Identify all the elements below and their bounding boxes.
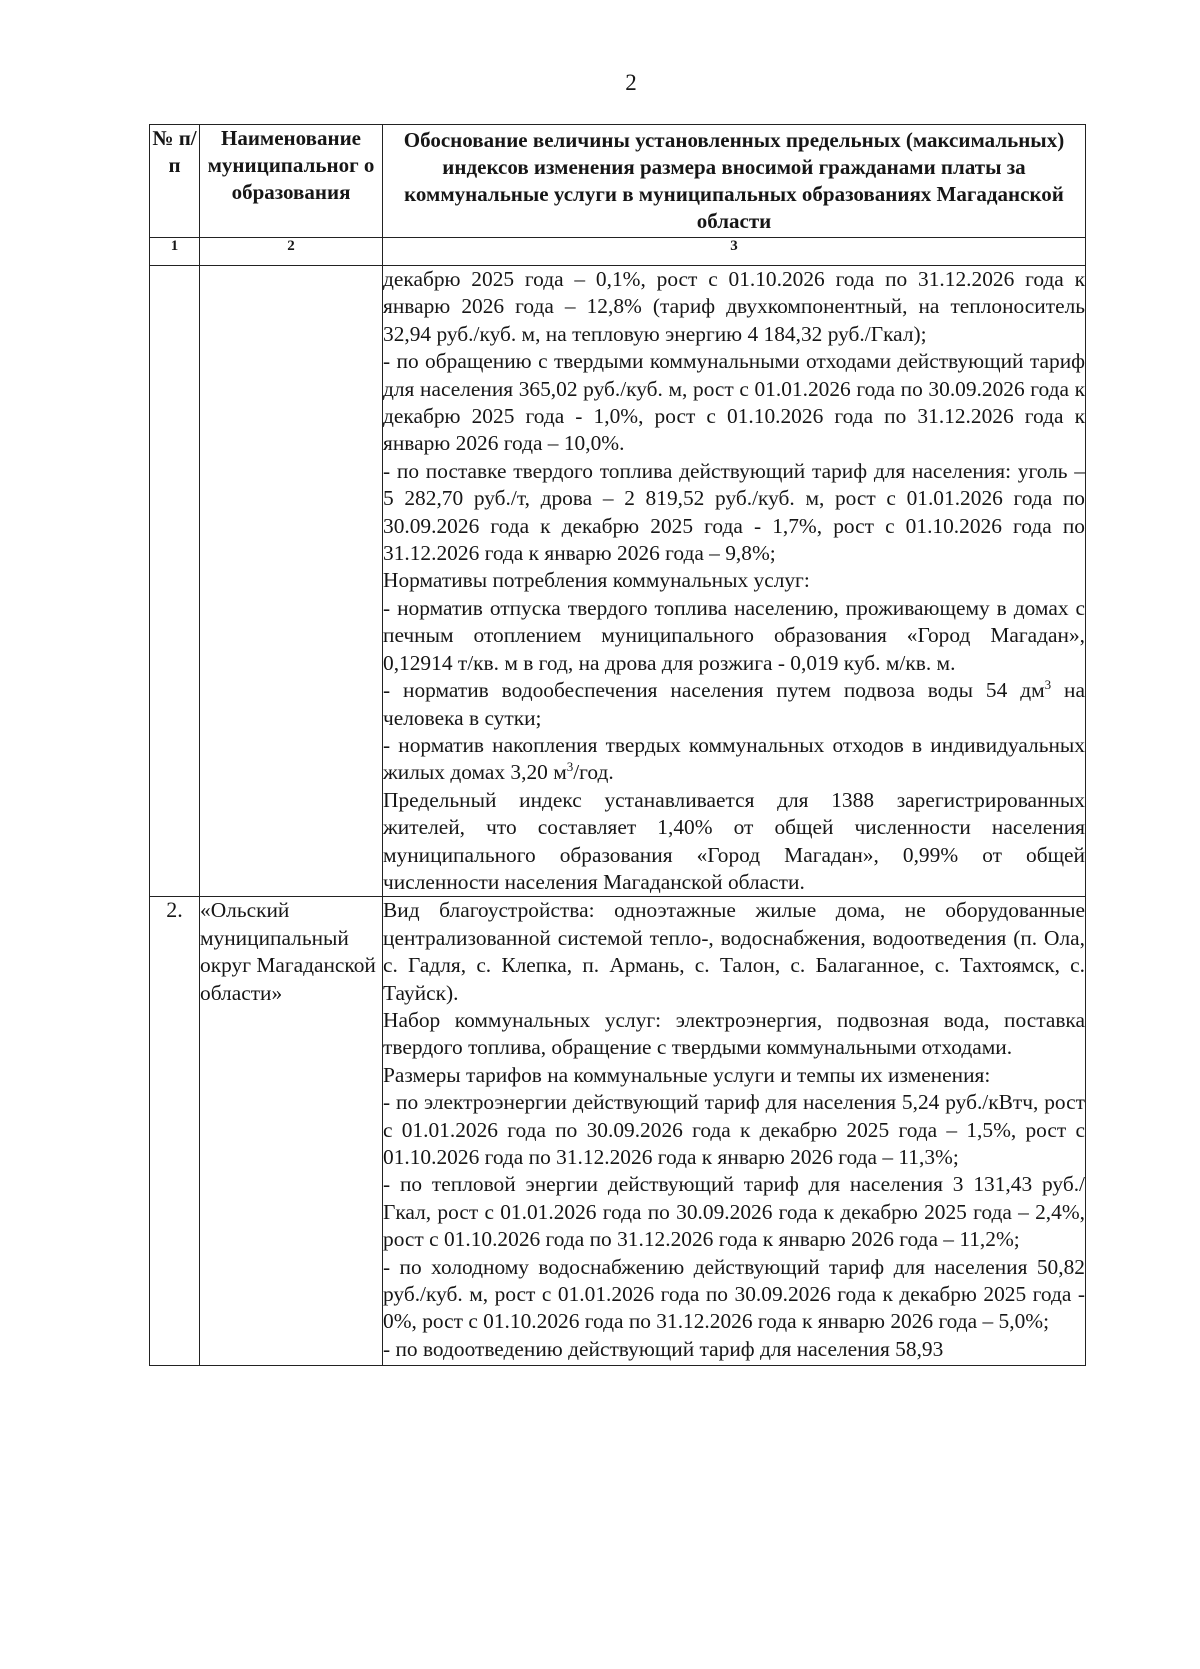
paragraph: - по тепловой энергии действующий тариф для населения 3 131,43 руб./Гкал, рост с 01.01.2026 года по 30.09.2026 года к декабрю 2025 года – 2,4%, рост с 01.10.2026 года по 31.12.2026 года к январю 2026 года – 11,2%; — [383, 1172, 1085, 1252]
table-row — [150, 897, 1086, 1366]
paragraph: Набор коммунальных услуг: электроэнергия, подвозная вода, поставка твердого топлива, обращение с твердыми коммунальными отходами. — [383, 1007, 1085, 1060]
text: /год. — [573, 760, 614, 785]
text: на человека в сутки; — [383, 678, 1085, 730]
tariff-justification-table — [149, 124, 1086, 1366]
paragraph-water-norm — [383, 677, 1085, 732]
row-number — [150, 266, 200, 897]
paragraph: - норматив отпуска твердого топлива населению, проживающему в домах с печным отоплением муниципального образования «Город Магадан», 0,12914 т/кв. м в год, на дрова для розжига - 0,019 куб. м/кв. м. — [383, 595, 1085, 675]
column-number: 3 — [383, 238, 1086, 266]
superscript: 3 — [1044, 676, 1052, 692]
paragraph: - по поставке твердого топлива действующий тариф для населения: уголь – 5 282,70 руб./т, дрова – 2 819,52 руб./куб. м, рост с 01.01.2026 года по 30.09.2026 года к декабрю 2025 года - 1,7%, рост с 01.10.2026 года по 31.12.2026 года к январю 2026 года – 9,8%; — [383, 458, 1085, 566]
municipality-name — [200, 266, 383, 897]
text: - норматив водообеспечения населения путем подвоза воды 54 дм — [383, 678, 1045, 703]
paragraph: декабрю 2025 года – 0,1%, рост с 01.10.2026 года по 31.12.2026 года к январю 2026 года – 12,8% (тариф двухкомпонентный, на теплоноситель 32,94 руб./куб. м, на тепловую энергию 4 184,32 руб./Гкал); — [383, 267, 1085, 346]
column-number-row — [150, 238, 1086, 266]
paragraph: Предельный индекс устанавливается для 1388 зарегистрированных жителей, что составляет 1,40% от общей численности населения муниципального образования «Город Магадан», 0,99% от общей численности населения Магаданской области. — [383, 787, 1085, 894]
text: - норматив накопления твердых коммунальных отходов в индивидуальных жилых домах 3,20 м — [383, 732, 1085, 785]
paragraph: Нормативы потребления коммунальных услуг: — [383, 568, 810, 593]
paragraph: Размеры тарифов на коммунальные услуги и темпы их изменения: — [383, 1062, 991, 1087]
paragraph: - по электроэнергии действующий тариф для населения 5,24 руб./кВтч, рост с 01.01.2026 года по 30.09.2026 года к декабрю 2025 года – 1,5%, рост с 01.10.2026 года по 31.12.2026 года к январю 2026 года – 11,3%; — [383, 1090, 1085, 1169]
page-number: 2 — [625, 70, 637, 95]
superscript: 3 — [566, 759, 574, 775]
justification-cell — [383, 266, 1086, 897]
table-row — [150, 266, 1086, 897]
column-number: 2 — [200, 238, 383, 266]
paragraph: - по водоотведению действующий тариф для населения 58,93 — [383, 1336, 944, 1361]
justification-cell — [383, 897, 1086, 1366]
table-header-row — [150, 125, 1086, 238]
paragraph: Вид благоустройства: одноэтажные жилые дома, не оборудованные централизованной системой тепло-, водоснабжения, водоотведения (п. Ола, с. Гадля, с. Клепка, п. Армань, с. Талон, с. Балаганное, с. Тахтоямск, с. Тауйск). — [383, 898, 1085, 1005]
header-municipality: Наименование муниципальног о образования — [200, 125, 383, 238]
municipality-name: «Ольский муниципальный округ Магаданской области» — [200, 897, 383, 1366]
paragraph: - по обращению с твердыми коммунальными отходами действующий тариф для населения 365,02 руб./куб. м, рост с 01.01.2026 года по 30.09.2026 года к декабрю 2025 года - 1,0%, рост с 01.10.2026 года по 31.12.2026 года к январю 2026 года – 10,0%. — [383, 349, 1085, 456]
paragraph-waste-norm — [383, 732, 1085, 787]
header-number: № п/п — [150, 125, 200, 238]
column-number: 1 — [150, 238, 200, 266]
row-number: 2. — [150, 897, 200, 1366]
header-justification: Обоснование величины установленных предельных (максимальных) индексов изменения размера вносимой гражданами платы за коммунальные услуги в муниципальных образованиях Магаданской области — [383, 125, 1086, 238]
paragraph: - по холодному водоснабжению действующий тариф для населения 50,82 руб./куб. м, рост с 01.01.2026 года по 30.09.2026 года к декабрю 2025 года - 0%, рост с 01.10.2026 года по 31.12.2026 года к январю 2026 года – 5,0%; — [383, 1254, 1085, 1334]
